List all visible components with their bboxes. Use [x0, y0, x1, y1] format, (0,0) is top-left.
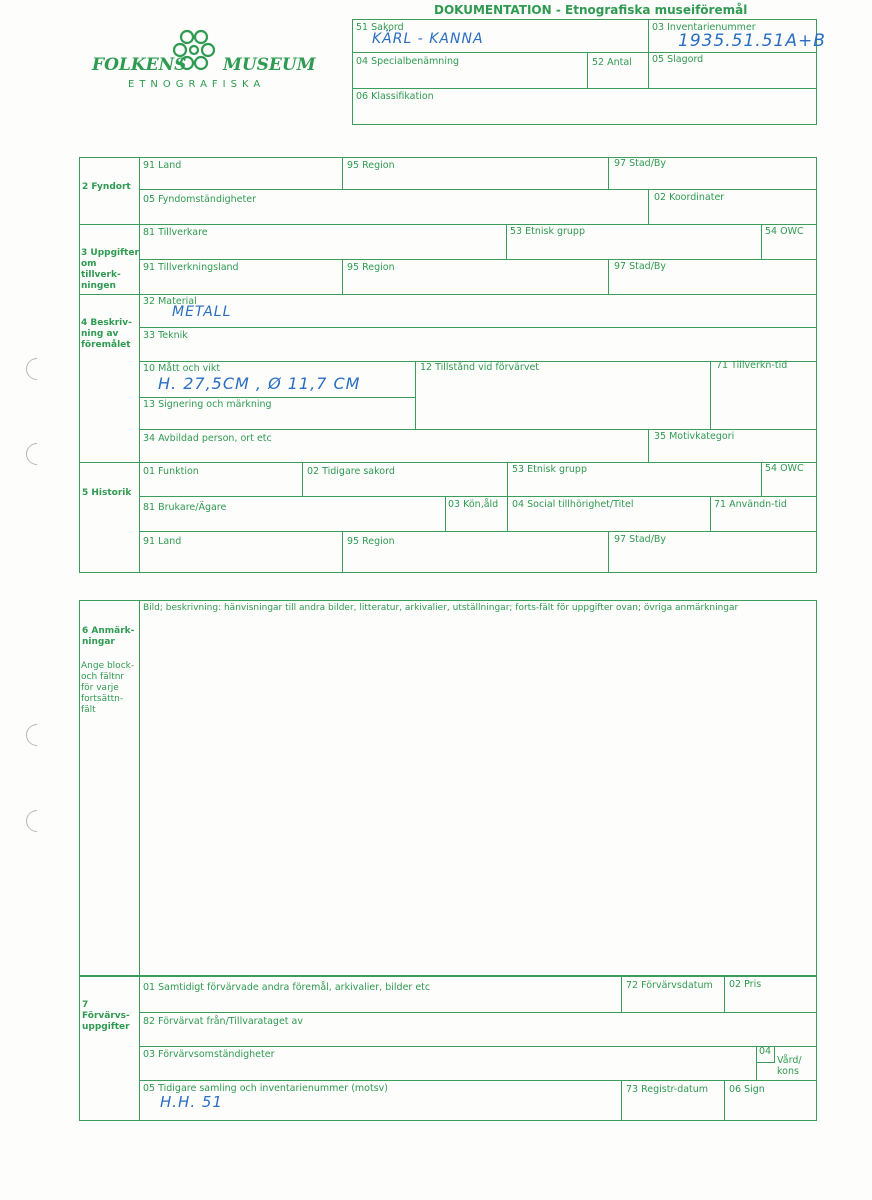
s2-field-91-land: 91 Land: [143, 160, 182, 171]
logo-folkens: FOLKENS: [92, 55, 187, 75]
s7-field-82-forvarvat-fran: 82 Förvärvat från/Tillvarataget av: [143, 1016, 303, 1027]
punch-hole: [21, 438, 52, 469]
s4-field-13-signering: 13 Signering och märkning: [143, 399, 272, 410]
value-sakord: KÄRL - KANNA: [372, 31, 484, 47]
punch-hole: [21, 719, 52, 750]
s3-field-95-region: 95 Region: [347, 262, 395, 273]
s7-field-72-forvarvsdatum: 72 Förvärvsdatum: [626, 980, 713, 991]
s4-field-10-matt-och-vikt: 10 Mått och vikt: [143, 363, 221, 374]
field-51-sakord: 51 Sakord: [356, 22, 404, 33]
field-03-inventarienummer: 03 Inventarienummer: [652, 22, 756, 33]
value-inventarienummer: 1935.51.51A+B: [678, 31, 826, 51]
s5-field-95-region: 95 Region: [347, 536, 395, 547]
s7-field-06-sign: 06 Sign: [729, 1084, 765, 1095]
field-04-specialbenamning: 04 Specialbenämning: [356, 56, 460, 67]
field-05-slagord: 05 Slagord: [652, 54, 704, 65]
s3-field-53-etnisk-grupp: 53 Etnisk grupp: [510, 226, 585, 237]
s4-field-32-material: 32 Material: [143, 296, 197, 307]
s5-field-54-owc: 54 OWC: [765, 463, 804, 474]
s3-field-91-tillverkningsland: 91 Tillverkningsland: [143, 262, 239, 273]
s5-field-81-brukare: 81 Brukare/Ägare: [143, 502, 227, 513]
s2-field-95-region: 95 Region: [347, 160, 395, 171]
s7-field-01-samtidigt: 01 Samtidigt förvärvade andra föremål, arkivalier, bilder etc: [143, 982, 431, 993]
s5-field-71-anvandn-tid: 71 Användn-tid: [714, 499, 787, 510]
value-matt-och-vikt: H. 27,5CM , Ø 11,7 CM: [158, 374, 361, 393]
section-7-label: 7 Förvärvs- uppgifter: [82, 1000, 130, 1032]
s7-field-vard-kons: Vård/ kons: [777, 1055, 802, 1077]
s7-field-02-pris: 02 Pris: [729, 979, 762, 990]
s4-field-34-avbildad: 34 Avbildad person, ort etc: [143, 433, 272, 444]
s7-field-05-tidigare-samling: 05 Tidigare samling och inventarienummer (motsv): [143, 1083, 388, 1094]
field-52-antal: 52 Antal: [592, 57, 632, 68]
s4-field-33-teknik: 33 Teknik: [143, 330, 188, 341]
logo-museum: MUSEUM: [223, 55, 316, 75]
s3-field-54-owc: 54 OWC: [765, 226, 804, 237]
punch-hole: [21, 353, 52, 384]
s5-field-53-etnisk-grupp: 53 Etnisk grupp: [512, 464, 587, 475]
section-6-label: 6 Anmärk- ningar: [82, 626, 135, 647]
s4-field-35-motivkategori: 35 Motivkategori: [654, 431, 735, 442]
s5-field-97-stad: 97 Stad/By: [614, 534, 667, 545]
s3-field-81-tillverkare: 81 Tillverkare: [143, 227, 208, 238]
s5-field-01-funktion: 01 Funktion: [143, 466, 199, 477]
section-2-label: 2 Fyndort: [82, 182, 131, 192]
s2-field-97-stad: 97 Stad/By: [614, 158, 667, 169]
punch-hole: [21, 805, 52, 836]
s5-field-03-kon-ald: 03 Kön,åld: [448, 499, 499, 510]
form-title: DOKUMENTATION - Etnografiska museiföremål: [434, 3, 748, 17]
s5-field-04-social: 04 Social tillhörighet/Titel: [512, 499, 634, 510]
value-tidigare-samling: H.H. 51: [160, 1093, 223, 1111]
s5-field-02-tidigare-sakord: 02 Tidigare sakord: [307, 466, 395, 477]
section-3-label: 3 Uppgifter om tillverk- ningen: [81, 248, 139, 291]
s6-field-bild: Bild; beskrivning: hänvisningar till andra bilder, litteratur, arkivalier, utställningar; forts-fält för uppgifter ovan; övriga anmärkningar: [143, 603, 739, 613]
s7-field-73-registr-datum: 73 Registr-datum: [626, 1084, 709, 1095]
s4-field-71-tillverkn-tid: 71 Tillverkn-tid: [716, 360, 788, 371]
s4-field-12-tillstand: 12 Tillstånd vid förvärvet: [420, 362, 540, 373]
field-06-klassifikation: 06 Klassifikation: [356, 91, 434, 102]
section-6-hint: Ange block- och fältnr för varje fortsättn- fält: [81, 661, 135, 715]
s3-field-97-stad: 97 Stad/By: [614, 261, 667, 272]
section-4-label: 4 Beskriv- ning av föremålet: [81, 318, 132, 350]
s5-field-91-land: 91 Land: [143, 536, 182, 547]
s7-field-04: 04: [759, 1046, 772, 1057]
s2-field-02-koordinater: 02 Koordinater: [654, 192, 725, 203]
s2-field-05-fyndomstandigheter: 05 Fyndomständigheter: [143, 194, 256, 205]
section-6-box: [79, 600, 817, 977]
section-5-label: 5 Historik: [82, 488, 132, 498]
logo-subtitle: ETNOGRAFISKA: [128, 79, 266, 90]
s7-field-03-forvarvsomstandigheter: 03 Förvärvsomständigheter: [143, 1049, 275, 1060]
value-material: METALL: [172, 304, 232, 320]
